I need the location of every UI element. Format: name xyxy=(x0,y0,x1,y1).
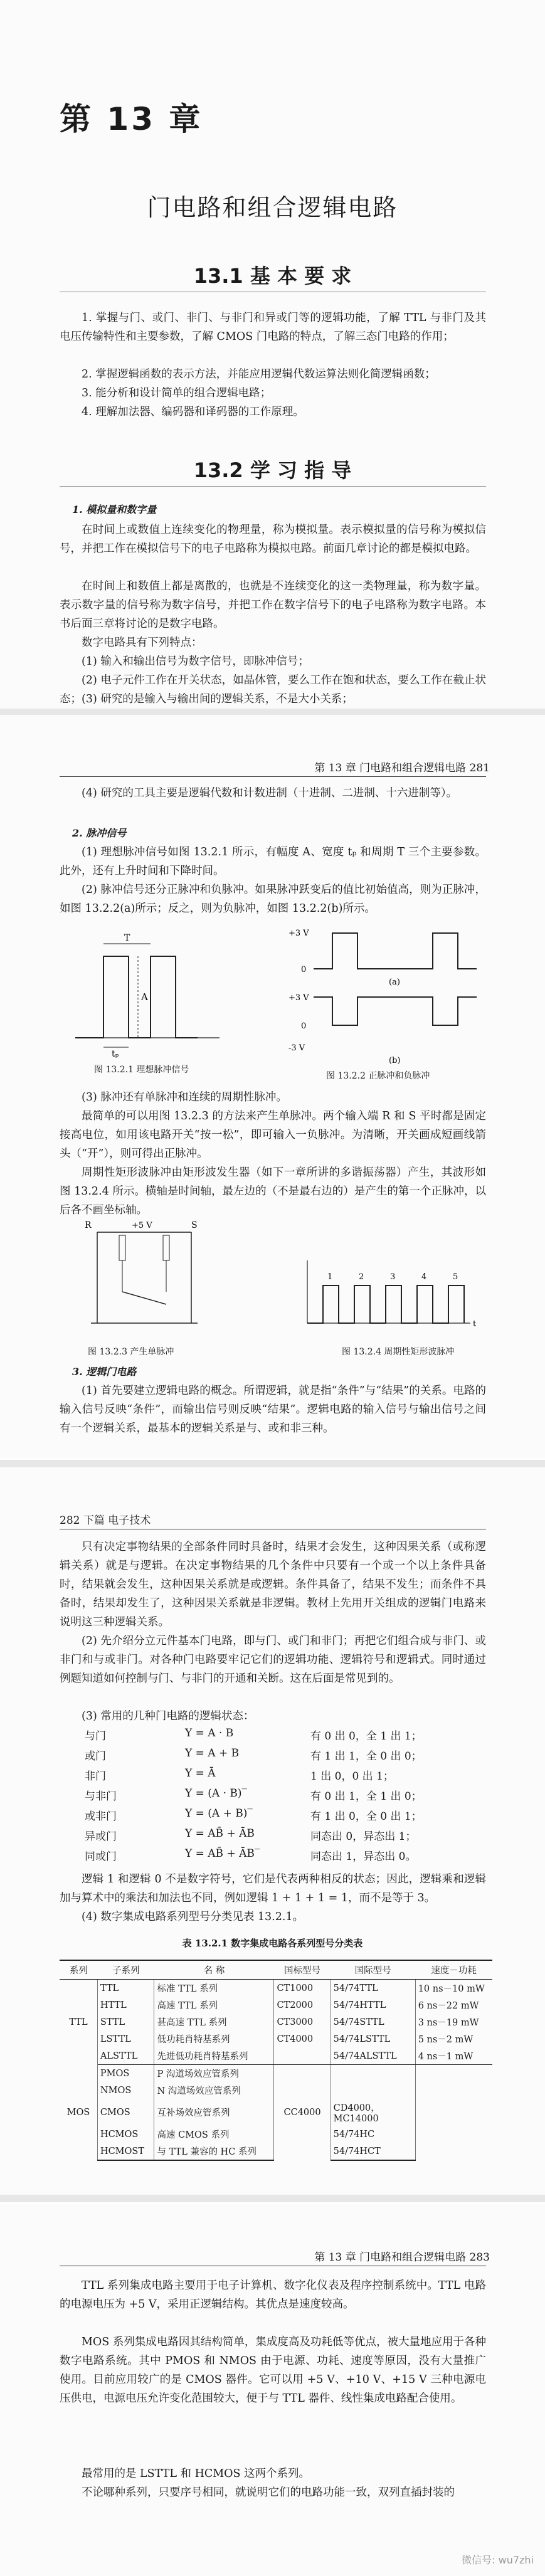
table-row xyxy=(60,1980,492,1997)
paragraph: 在时间上或数值上连续变化的物理量，称为模拟量。表示模拟量的信号称为模拟信号，并把工作在模拟信号下的电子电路称为模拟电路。前面几章讨论的都是模拟电路。 xyxy=(60,524,486,555)
table-cell xyxy=(331,2065,415,2082)
subhead-analog-digital: 1. 模拟量和数字量 xyxy=(72,504,157,515)
table-cell: CC4000 xyxy=(274,2065,331,2161)
gate-rule: 同态出 1，异态出 0。 xyxy=(310,1850,416,1863)
figure-caption: 图 13.2.3 产生单脉冲 xyxy=(88,1347,174,1357)
table-cell: HCMOS xyxy=(97,2126,154,2143)
table-cell: CMOS xyxy=(97,2099,154,2126)
paragraph: (1) 理想脉冲信号如图 13.2.1 所示，有幅度 A、宽度 tₚ 和周期 T 三个主要参数。此外，还有上升时间和下降时间。 xyxy=(60,846,486,877)
subhead-pulse: 2. 脉冲信号 xyxy=(72,827,127,839)
requirement-1: 1. 掌握与门、或门、非门、与非门和异或门等的逻辑功能，了解 TTL 与非门及其电压传输特性和主要参数，了解 CMOS 门电路的特点，了解三态门电路的作用； xyxy=(60,312,486,343)
family-cell: TTL xyxy=(60,1980,97,2065)
switch-blade xyxy=(122,1292,166,1304)
gate-rule: 有 0 出 0，全 1 出 1； xyxy=(310,1730,422,1743)
resistor xyxy=(119,1235,125,1260)
table-caption: 表 13.2.1 数字集成电路各系列型号分类表 xyxy=(182,1938,363,1949)
voltage-label: 0 xyxy=(301,965,307,974)
table-cell: 与 TTL 兼容的 HC 系列 xyxy=(154,2143,274,2160)
logic-row xyxy=(60,1727,499,1747)
table-cell: CT3000 xyxy=(274,2014,331,2030)
paragraph: (2) 脉冲信号还分正脉冲和负脉冲。如果脉冲跃变后的值比初始值高，则为正脉冲，如图 13.2.2(a)所示；反之，则为负脉冲，如图 13.2.2(b)所示。 xyxy=(60,884,486,915)
gate-rule: 1 出 0，0 出 1； xyxy=(310,1770,394,1783)
gate-expression: Y = AB̄ + ĀB xyxy=(185,1827,255,1840)
table-cell: TTL xyxy=(97,1980,154,1997)
pulse-number: 4 xyxy=(421,1272,427,1282)
subfigure-label-a: (a) xyxy=(389,978,400,987)
gate-name: 同或门 xyxy=(85,1850,117,1863)
paragraph: (2) 电子元件工作在开关状态，如晶体管，要么工作在饱和状态，要么工作在截止状态； xyxy=(60,674,486,705)
figure-caption: 图 13.2.1 理想脉冲信号 xyxy=(94,1065,189,1075)
requirement-4: 4. 理解加法器、编码器和译码器的工作原理。 xyxy=(82,406,304,418)
table-cell: NMOS xyxy=(97,2082,154,2099)
paragraph: (1) 输入和输出信号为数字信号，即脉冲信号； xyxy=(82,655,309,668)
table-cell: ALSTTL xyxy=(97,2047,154,2065)
logic-row xyxy=(60,1767,499,1787)
table-cell: PMOS xyxy=(97,2065,154,2082)
section-title-13-1: 13.1 基 本 要 求 xyxy=(193,264,352,288)
table-cell xyxy=(331,2082,415,2099)
paragraph: (3) 研究的是输入与输出间的逻辑关系，不是大小关系； xyxy=(82,693,353,705)
resistor xyxy=(163,1235,169,1260)
table-cell: N 沟道场效应管系列 xyxy=(154,2082,274,2099)
paragraph: 周期性矩形波脉冲由矩形波发生器（如下一章所讲的多谐振荡器）产生，其波形如图 13.2.4 所示。横轴是时间轴，最左边的（不是最右边的）是产生的第一个正脉冲，以后各不画坐标轴。 xyxy=(60,1166,486,1217)
gate-name: 异或门 xyxy=(85,1830,117,1843)
table-cell: HCMOST xyxy=(97,2143,154,2160)
pulse-number: 3 xyxy=(390,1272,396,1282)
column-header: 速度－功耗 xyxy=(415,1960,492,1980)
table-cell: 6 ns－22 mW xyxy=(418,2001,479,2011)
figure-single-pulse-circuit xyxy=(72,1217,223,1342)
table-cell: 54/74STTL xyxy=(331,2014,415,2030)
column-header: 子系列 xyxy=(97,1960,154,1980)
table-cell: 4 ns－1 mW xyxy=(415,2047,492,2065)
voltage-label: 0 xyxy=(301,1021,307,1031)
terminal-label-S: S xyxy=(191,1220,198,1230)
table-cell: 标准 TTL 系列 xyxy=(154,1980,274,1997)
chapter-label: 第 13 章 xyxy=(60,101,203,137)
table-cell: 54/74ALSTTL xyxy=(331,2047,415,2065)
column-header: 系列 xyxy=(60,1960,97,1980)
paragraph: 不论哪种系列，只要序号相同，就说明它们的电路功能一致，双列直插封装的 xyxy=(82,2486,455,2499)
table-cell xyxy=(274,2047,331,2065)
gate-name: 或门 xyxy=(85,1750,106,1763)
voltage-label: +3 V xyxy=(288,993,309,1003)
gate-expression: Y = A + B xyxy=(185,1747,240,1760)
figure-periodic-pulse xyxy=(295,1254,483,1342)
column-header: 名 称 xyxy=(154,1960,274,1980)
table-cell: 甚高速 TTL 系列 xyxy=(154,2014,274,2030)
table-cell: CT4000 xyxy=(274,2030,331,2047)
figure-ideal-pulse xyxy=(69,928,232,1060)
page-1 xyxy=(0,0,545,709)
gate-expression: Y = (A + B)‾ xyxy=(185,1807,253,1820)
table-cell: 高速 TTL 系列 xyxy=(154,1997,274,2014)
paragraph: 在时间上和数值上都是离散的，也就是不连续变化的这一类物理量，称为数字量。表示数字量的信号称为数字信号，并把工作在数字信号下的电子电路称为数字电路。本书后面三章将讨论的是数字电路。 xyxy=(60,580,486,630)
gate-expression: Y = AB̄ + ĀB‾ xyxy=(185,1847,260,1860)
page-4 xyxy=(0,2204,545,2576)
subhead-logic-gates: 3. 逻辑门电路 xyxy=(72,1366,137,1378)
paragraph: (1) 首先要建立逻辑电路的概念。所谓逻辑，就是指“条件”与“结果”的关系。电路的输入信号反映“条件”，而输出信号则反映“结果”。逻辑电路的输入信号与输出信号之间有一个逻辑关系，最基本的逻辑关系是与、或和非三种。 xyxy=(60,1385,486,1435)
gate-rule: 同态出 0，异态出 1； xyxy=(310,1830,416,1843)
table-cell: STTL xyxy=(97,2014,154,2030)
gate-rule: 有 1 出 1，全 0 出 0； xyxy=(310,1750,422,1763)
table-row xyxy=(60,1997,492,2014)
width-label: tₚ xyxy=(112,1049,119,1059)
table-cell: 54/74TTL xyxy=(331,1980,415,1997)
supply-label: +5 V xyxy=(132,1221,152,1230)
gate-expression: Y = (A · B)‾ xyxy=(185,1787,248,1800)
wechat-watermark: 微信号: wu7zhi xyxy=(462,2554,534,2566)
gate-rule: 有 1 出 0，全 0 出 1； xyxy=(310,1810,422,1823)
voltage-label: -3 V xyxy=(288,1043,305,1053)
table-cell: 高速 CMOS 系列 xyxy=(154,2126,274,2143)
pulse-train xyxy=(307,1285,464,1323)
period-label: T xyxy=(124,933,130,943)
table-row xyxy=(60,2014,492,2030)
page-separator xyxy=(0,1460,545,1467)
logic-row xyxy=(60,1827,499,1847)
pulse-number: 1 xyxy=(327,1272,333,1282)
positive-pulse xyxy=(314,933,477,969)
column-header: 国际型号 xyxy=(331,1960,415,1980)
paragraph: TTL 系列集成电路主要用于电子计算机、数字化仪表及程序控制系统中。TTL 电路的电源电压为 +5 V，采用正逻辑结构。其优点是速度较高。 xyxy=(60,2279,486,2311)
chapter-title: 门电路和组合逻辑电路 xyxy=(147,194,398,221)
paragraph: 数字电路具有下列特点： xyxy=(82,636,203,649)
table-cell: CT1000 xyxy=(274,1980,331,1997)
figure-caption: 图 13.2.2 正脉冲和负脉冲 xyxy=(326,1071,430,1081)
figure-caption: 图 13.2.4 周期性矩形波脉冲 xyxy=(342,1347,455,1357)
table-cell: P 沟道场效应管系列 xyxy=(154,2065,274,2082)
section-rule xyxy=(60,486,486,487)
table-cell: 互补场效应管系列 xyxy=(154,2099,274,2126)
time-axis-label: t xyxy=(473,1319,477,1329)
section-title-13-2: 13.2 学 习 指 导 xyxy=(193,458,352,482)
logic-row xyxy=(60,1847,499,1867)
pulse-number: 5 xyxy=(453,1272,458,1282)
pulse-waveform xyxy=(75,956,198,1038)
gate-name: 与非门 xyxy=(85,1790,117,1803)
table-row xyxy=(60,2065,492,2082)
table-cell: CT2000 xyxy=(274,1997,331,2014)
column-header: 国标型号 xyxy=(274,1960,331,1980)
gate-name: 与门 xyxy=(85,1730,106,1743)
terminal-label-R: R xyxy=(85,1220,92,1230)
paragraph: 逻辑 1 和逻辑 0 不是数字符号，它们是代表两种相反的状态；因此，逻辑乘和逻辑加与算术中的乘法和加法也不同，例如逻辑 1 + 1 + 1 = 1，而不是等于 3。 xyxy=(60,1873,486,1904)
table-cell: 54/74LSTTL xyxy=(331,2030,415,2047)
table-cell: 54/74HCT xyxy=(331,2143,415,2160)
paragraph: 最简单的可以用图 13.2.3 的方法来产生单脉冲。两个输入端 R 和 S 平时都是固定接高电位，如用该电路开关“按一松”，即可输入一负脉冲。为清晰，开关画成短画线箭头（“开”），则可得出正脉冲。 xyxy=(60,1110,486,1160)
page-separator xyxy=(0,2195,545,2202)
pulse-number: 2 xyxy=(359,1272,364,1282)
paragraph: (3) 常用的几种门电路的逻辑状态： xyxy=(82,1710,255,1723)
table-header-row xyxy=(60,1960,492,1980)
running-head: 282 下篇 电子技术 xyxy=(60,1514,151,1527)
table-cell: 低功耗肖特基系列 xyxy=(154,2030,274,2047)
table-cell: 10 ns－10 mW xyxy=(418,1984,485,1994)
logic-row xyxy=(60,1747,499,1767)
table-cell: 54/74HC xyxy=(331,2126,415,2143)
paragraph: 最常用的是 LSTTL 和 HCMOS 这两个系列。 xyxy=(82,2468,310,2480)
paragraph: (3) 脉冲还有单脉冲和连续的周期性脉冲。 xyxy=(82,1091,287,1104)
gate-rule: 有 0 出 1，全 1 出 0； xyxy=(310,1790,422,1803)
page-3 xyxy=(0,1467,545,2195)
table-cell: 5 ns－2 mW xyxy=(418,2035,474,2045)
voltage-label: +3 V xyxy=(288,929,309,938)
table-cell: HTTL xyxy=(97,1997,154,2014)
logic-row xyxy=(60,1807,499,1827)
figure-pos-neg-pulse xyxy=(288,922,489,1066)
table-cell: CD4000，MC14000 xyxy=(331,2099,415,2126)
table-cell: LSTTL xyxy=(97,2030,154,2047)
paragraph: MOS 系列集成电路因其结构简单，集成度高及功耗低等优点，被大量地应用于各种数字电路系统。其中 PMOS 和 NMOS 由于电源、功耗、速度等原因，没有大量推广使用。目前应用较广的是 CMOS 器件。它可以用 +5 V、+10 V、+15 V 三种电源电压供电，电源电压允许变化范围较大，便于与 TTL 器件、线性集成电路配合使用。 xyxy=(60,2336,486,2405)
gate-name: 非门 xyxy=(85,1770,106,1783)
gate-expression: Y = Ā xyxy=(185,1767,216,1780)
ic-series-table xyxy=(60,1960,492,2161)
gate-name: 或非门 xyxy=(85,1810,117,1823)
running-head: 第 13 章 门电路和组合逻辑电路 281 xyxy=(314,762,490,774)
subfigure-label-b: (b) xyxy=(389,1056,401,1065)
page-2 xyxy=(0,715,545,1458)
table-cell: 54/74HTTL xyxy=(331,1997,415,2014)
requirement-3: 3. 能分析和设计简单的组合逻辑电路； xyxy=(82,387,272,399)
negative-pulse-top xyxy=(314,997,477,1025)
paragraph: 只有决定事物结果的全部条件同时具备时，结果才会发生，这种因果关系（或称逻辑关系）就是与逻辑。在决定事物结果的几个条件中只要有一个或一个以上条件具备时，结果就会发生，这种因果关系就是或逻辑。条件具备了，结果不发生；而条件不具备时，结果却发生了，这种因果关系就是非逻辑。教材上先用开关组成的逻辑门电路来说明这三种逻辑关系。 xyxy=(60,1541,486,1628)
table-cell: 3 ns－19 mW xyxy=(418,2018,479,2028)
amplitude-label: A xyxy=(141,991,148,1003)
table-cell: 先进低功耗肖特基系列 xyxy=(154,2047,274,2065)
paragraph: (4) 数字集成电路系列型号分类见表 13.2.1。 xyxy=(82,1911,304,1923)
table-cell xyxy=(415,2065,492,2161)
paragraph: (2) 先介绍分立元件基本门电路，即与门、或门和非门；再把它们组合成与非门、或非门和与或非门。对各种门电路要牢记它们的逻辑功能、逻辑符号和逻辑式。同时通过例题知道如何控制与门、与非门的开通和关断。这在后面是常见到的。 xyxy=(60,1635,486,1685)
logic-row xyxy=(60,1787,499,1807)
table-row xyxy=(60,2030,492,2047)
table-row xyxy=(60,2047,492,2065)
header-rule xyxy=(60,776,486,777)
gate-expression: Y = A · B xyxy=(185,1727,234,1739)
family-cell: MOS xyxy=(60,2065,97,2161)
requirement-2: 2. 掌握逻辑函数的表示方法，并能应用逻辑代数运算法则化简逻辑函数； xyxy=(82,368,436,381)
paragraph: (4) 研究的工具主要是逻辑代数和计数进制（十进制、二进制、十六进制等）。 xyxy=(82,787,458,800)
running-head: 第 13 章 门电路和组合逻辑电路 283 xyxy=(314,2251,490,2264)
